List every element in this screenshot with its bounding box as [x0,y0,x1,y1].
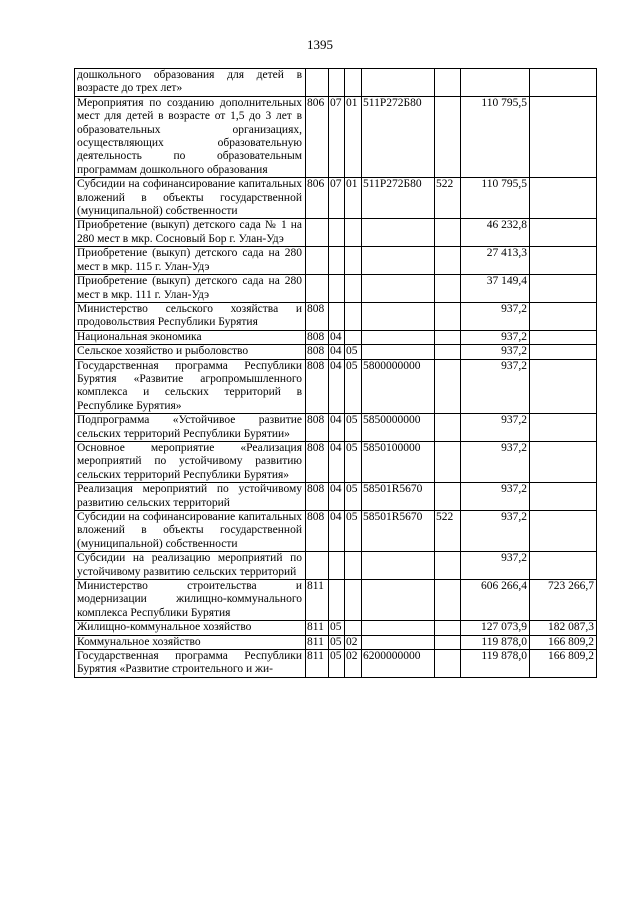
row-target-code [362,621,435,635]
row-ministry-code: 806 [306,178,329,219]
row-target-code: 5800000000 [362,359,435,414]
row-amount-1: 937,2 [461,441,530,482]
row-description: дошкольного образования для детей в возрасте до трех лет» [75,69,306,97]
row-amount-2 [530,302,597,330]
table-row [75,96,597,177]
row-amount-1: 937,2 [461,511,530,552]
row-target-code [362,69,435,97]
row-expense-type-code [435,96,461,177]
row-description: Субсидии на софинансирование капитальных вложений в объекты государственной (муниципальной) собственности [75,511,306,552]
row-subsection-code: 05 [345,414,362,442]
row-description: Приобретение (выкуп) детского сада на 280 мест в мкр. 115 г. Улан-Удэ [75,247,306,275]
row-subsection-code: 02 [345,650,362,678]
table-row [75,552,597,580]
row-amount-2 [530,345,597,359]
row-amount-1: 110 795,5 [461,178,530,219]
row-ministry-code: 811 [306,650,329,678]
row-amount-2 [530,178,597,219]
row-section-code [329,302,345,330]
row-section-code: 04 [329,511,345,552]
row-expense-type-code [435,621,461,635]
row-expense-type-code: 522 [435,511,461,552]
table-row [75,302,597,330]
row-ministry-code: 808 [306,330,329,344]
row-description: Министерство сельского хозяйства и продовольствия Республики Бурятия [75,302,306,330]
row-section-code: 04 [329,441,345,482]
row-expense-type-code [435,483,461,511]
row-amount-1: 119 878,0 [461,635,530,649]
row-amount-1: 937,2 [461,552,530,580]
table-row [75,414,597,442]
row-description: Субсидии на софинансирование капитальных вложений в объекты государственной (муниципальной) собственности [75,178,306,219]
row-section-code: 04 [329,483,345,511]
row-ministry-code: 808 [306,441,329,482]
table-row [75,275,597,303]
row-description: Реализация мероприятий по устойчивому развитию сельских территорий [75,483,306,511]
row-expense-type-code [435,441,461,482]
row-amount-2 [530,552,597,580]
row-expense-type-code [435,359,461,414]
table-body [75,69,597,678]
row-subsection-code: 02 [345,635,362,649]
row-amount-2 [530,247,597,275]
row-section-code [329,247,345,275]
row-target-code: 5850000000 [362,414,435,442]
row-description: Государственная программа Республики Бурятия «Развитие агропромышленного комплекса и сельских территорий в Республике Бурятия» [75,359,306,414]
row-amount-2 [530,359,597,414]
row-section-code [329,69,345,97]
row-subsection-code [345,580,362,621]
row-expense-type-code [435,650,461,678]
row-amount-2 [530,511,597,552]
row-subsection-code [345,330,362,344]
row-description: Сельское хозяйство и рыболовство [75,345,306,359]
row-amount-2: 166 809,2 [530,650,597,678]
row-amount-2 [530,69,597,97]
row-description: Приобретение (выкуп) детского сада на 280 мест в мкр. 111 г. Улан-Удэ [75,275,306,303]
row-description: Министерство строительства и модернизации жилищно-коммунального комплекса Республики Бурятия [75,580,306,621]
row-target-code: 6200000000 [362,650,435,678]
row-description: Подпрограмма «Устойчивое развитие сельских территорий Республики Бурятии» [75,414,306,442]
table-row [75,441,597,482]
table-row [75,483,597,511]
row-section-code: 04 [329,359,345,414]
row-subsection-code: 05 [345,345,362,359]
row-amount-1: 27 413,3 [461,247,530,275]
table-row [75,359,597,414]
row-amount-1 [461,69,530,97]
row-amount-2: 182 087,3 [530,621,597,635]
row-amount-1: 119 878,0 [461,650,530,678]
row-target-code: 58501R5670 [362,483,435,511]
row-amount-1: 37 149,4 [461,275,530,303]
row-subsection-code [345,552,362,580]
row-expense-type-code [435,552,461,580]
row-target-code: 58501R5670 [362,511,435,552]
row-section-code [329,552,345,580]
table-row [75,219,597,247]
row-amount-2: 723 266,7 [530,580,597,621]
row-ministry-code: 811 [306,580,329,621]
row-section-code [329,275,345,303]
row-description: Национальная экономика [75,330,306,344]
row-subsection-code [345,69,362,97]
row-section-code: 05 [329,650,345,678]
row-section-code: 07 [329,96,345,177]
table-row [75,247,597,275]
row-expense-type-code [435,580,461,621]
row-target-code [362,580,435,621]
row-subsection-code [345,275,362,303]
row-target-code: 511P272Б80 [362,178,435,219]
row-expense-type-code [435,330,461,344]
row-target-code [362,330,435,344]
table-row [75,621,597,635]
row-target-code [362,275,435,303]
table-row [75,69,597,97]
row-subsection-code: 05 [345,511,362,552]
row-amount-1: 937,2 [461,359,530,414]
row-amount-1: 937,2 [461,345,530,359]
table-row [75,345,597,359]
row-target-code [362,635,435,649]
row-ministry-code [306,247,329,275]
row-description: Государственная программа Республики Бурятия «Развитие строительного и жи- [75,650,306,678]
row-description: Приобретение (выкуп) детского сада № 1 на 280 мест в мкр. Сосновый Бор г. Улан-Удэ [75,219,306,247]
row-subsection-code [345,302,362,330]
row-target-code: 5850100000 [362,441,435,482]
row-target-code [362,302,435,330]
row-target-code [362,552,435,580]
table-row [75,635,597,649]
table-row [75,178,597,219]
row-subsection-code: 01 [345,96,362,177]
row-target-code [362,247,435,275]
budget-table [74,68,597,678]
page-number: 1395 [307,37,333,52]
row-ministry-code: 808 [306,359,329,414]
row-description: Субсидии на реализацию мероприятий по устойчивому развитию сельских территорий [75,552,306,580]
row-amount-1: 937,2 [461,330,530,344]
row-ministry-code: 808 [306,345,329,359]
row-section-code [329,219,345,247]
row-description: Коммунальное хозяйство [75,635,306,649]
row-ministry-code: 811 [306,635,329,649]
row-expense-type-code [435,635,461,649]
row-target-code [362,219,435,247]
table-row [75,650,597,678]
row-ministry-code: 808 [306,302,329,330]
row-ministry-code [306,69,329,97]
row-section-code: 04 [329,330,345,344]
table-row [75,330,597,344]
row-subsection-code: 05 [345,483,362,511]
row-amount-1: 110 795,5 [461,96,530,177]
row-amount-1: 937,2 [461,483,530,511]
row-amount-2 [530,275,597,303]
row-subsection-code [345,219,362,247]
row-expense-type-code [435,302,461,330]
row-subsection-code: 05 [345,359,362,414]
row-section-code: 04 [329,414,345,442]
row-subsection-code: 01 [345,178,362,219]
row-ministry-code: 808 [306,511,329,552]
row-amount-1: 937,2 [461,302,530,330]
row-section-code: 07 [329,178,345,219]
row-amount-2 [530,330,597,344]
row-section-code [329,580,345,621]
row-amount-2 [530,483,597,511]
row-ministry-code [306,552,329,580]
row-amount-1: 937,2 [461,414,530,442]
row-ministry-code [306,219,329,247]
row-description: Жилищно-коммунальное хозяйство [75,621,306,635]
row-section-code: 05 [329,635,345,649]
row-description: Мероприятия по созданию дополнительных мест для детей в возрасте от 1,5 до 3 лет в образовательных организациях, осуществляющих образовательную деятельность по образовательным программам дошкольного образования [75,96,306,177]
row-expense-type-code [435,69,461,97]
row-expense-type-code [435,275,461,303]
row-expense-type-code [435,247,461,275]
row-target-code: 511P272Б80 [362,96,435,177]
row-amount-1: 46 232,8 [461,219,530,247]
row-amount-1: 606 266,4 [461,580,530,621]
row-ministry-code: 806 [306,96,329,177]
row-amount-2 [530,219,597,247]
table-row [75,511,597,552]
row-section-code: 04 [329,345,345,359]
row-ministry-code: 811 [306,621,329,635]
row-subsection-code: 05 [345,441,362,482]
row-expense-type-code [435,345,461,359]
row-amount-2 [530,96,597,177]
row-description: Основное мероприятие «Реализация мероприятий по устойчивому развитию сельских территорий Республики Бурятия» [75,441,306,482]
row-expense-type-code: 522 [435,178,461,219]
row-subsection-code [345,621,362,635]
row-subsection-code [345,247,362,275]
row-target-code [362,345,435,359]
row-amount-2 [530,414,597,442]
row-amount-2: 166 809,2 [530,635,597,649]
table-row [75,580,597,621]
row-ministry-code: 808 [306,414,329,442]
row-amount-2 [530,441,597,482]
row-expense-type-code [435,414,461,442]
row-ministry-code: 808 [306,483,329,511]
row-section-code: 05 [329,621,345,635]
row-amount-1: 127 073,9 [461,621,530,635]
row-ministry-code [306,275,329,303]
row-expense-type-code [435,219,461,247]
